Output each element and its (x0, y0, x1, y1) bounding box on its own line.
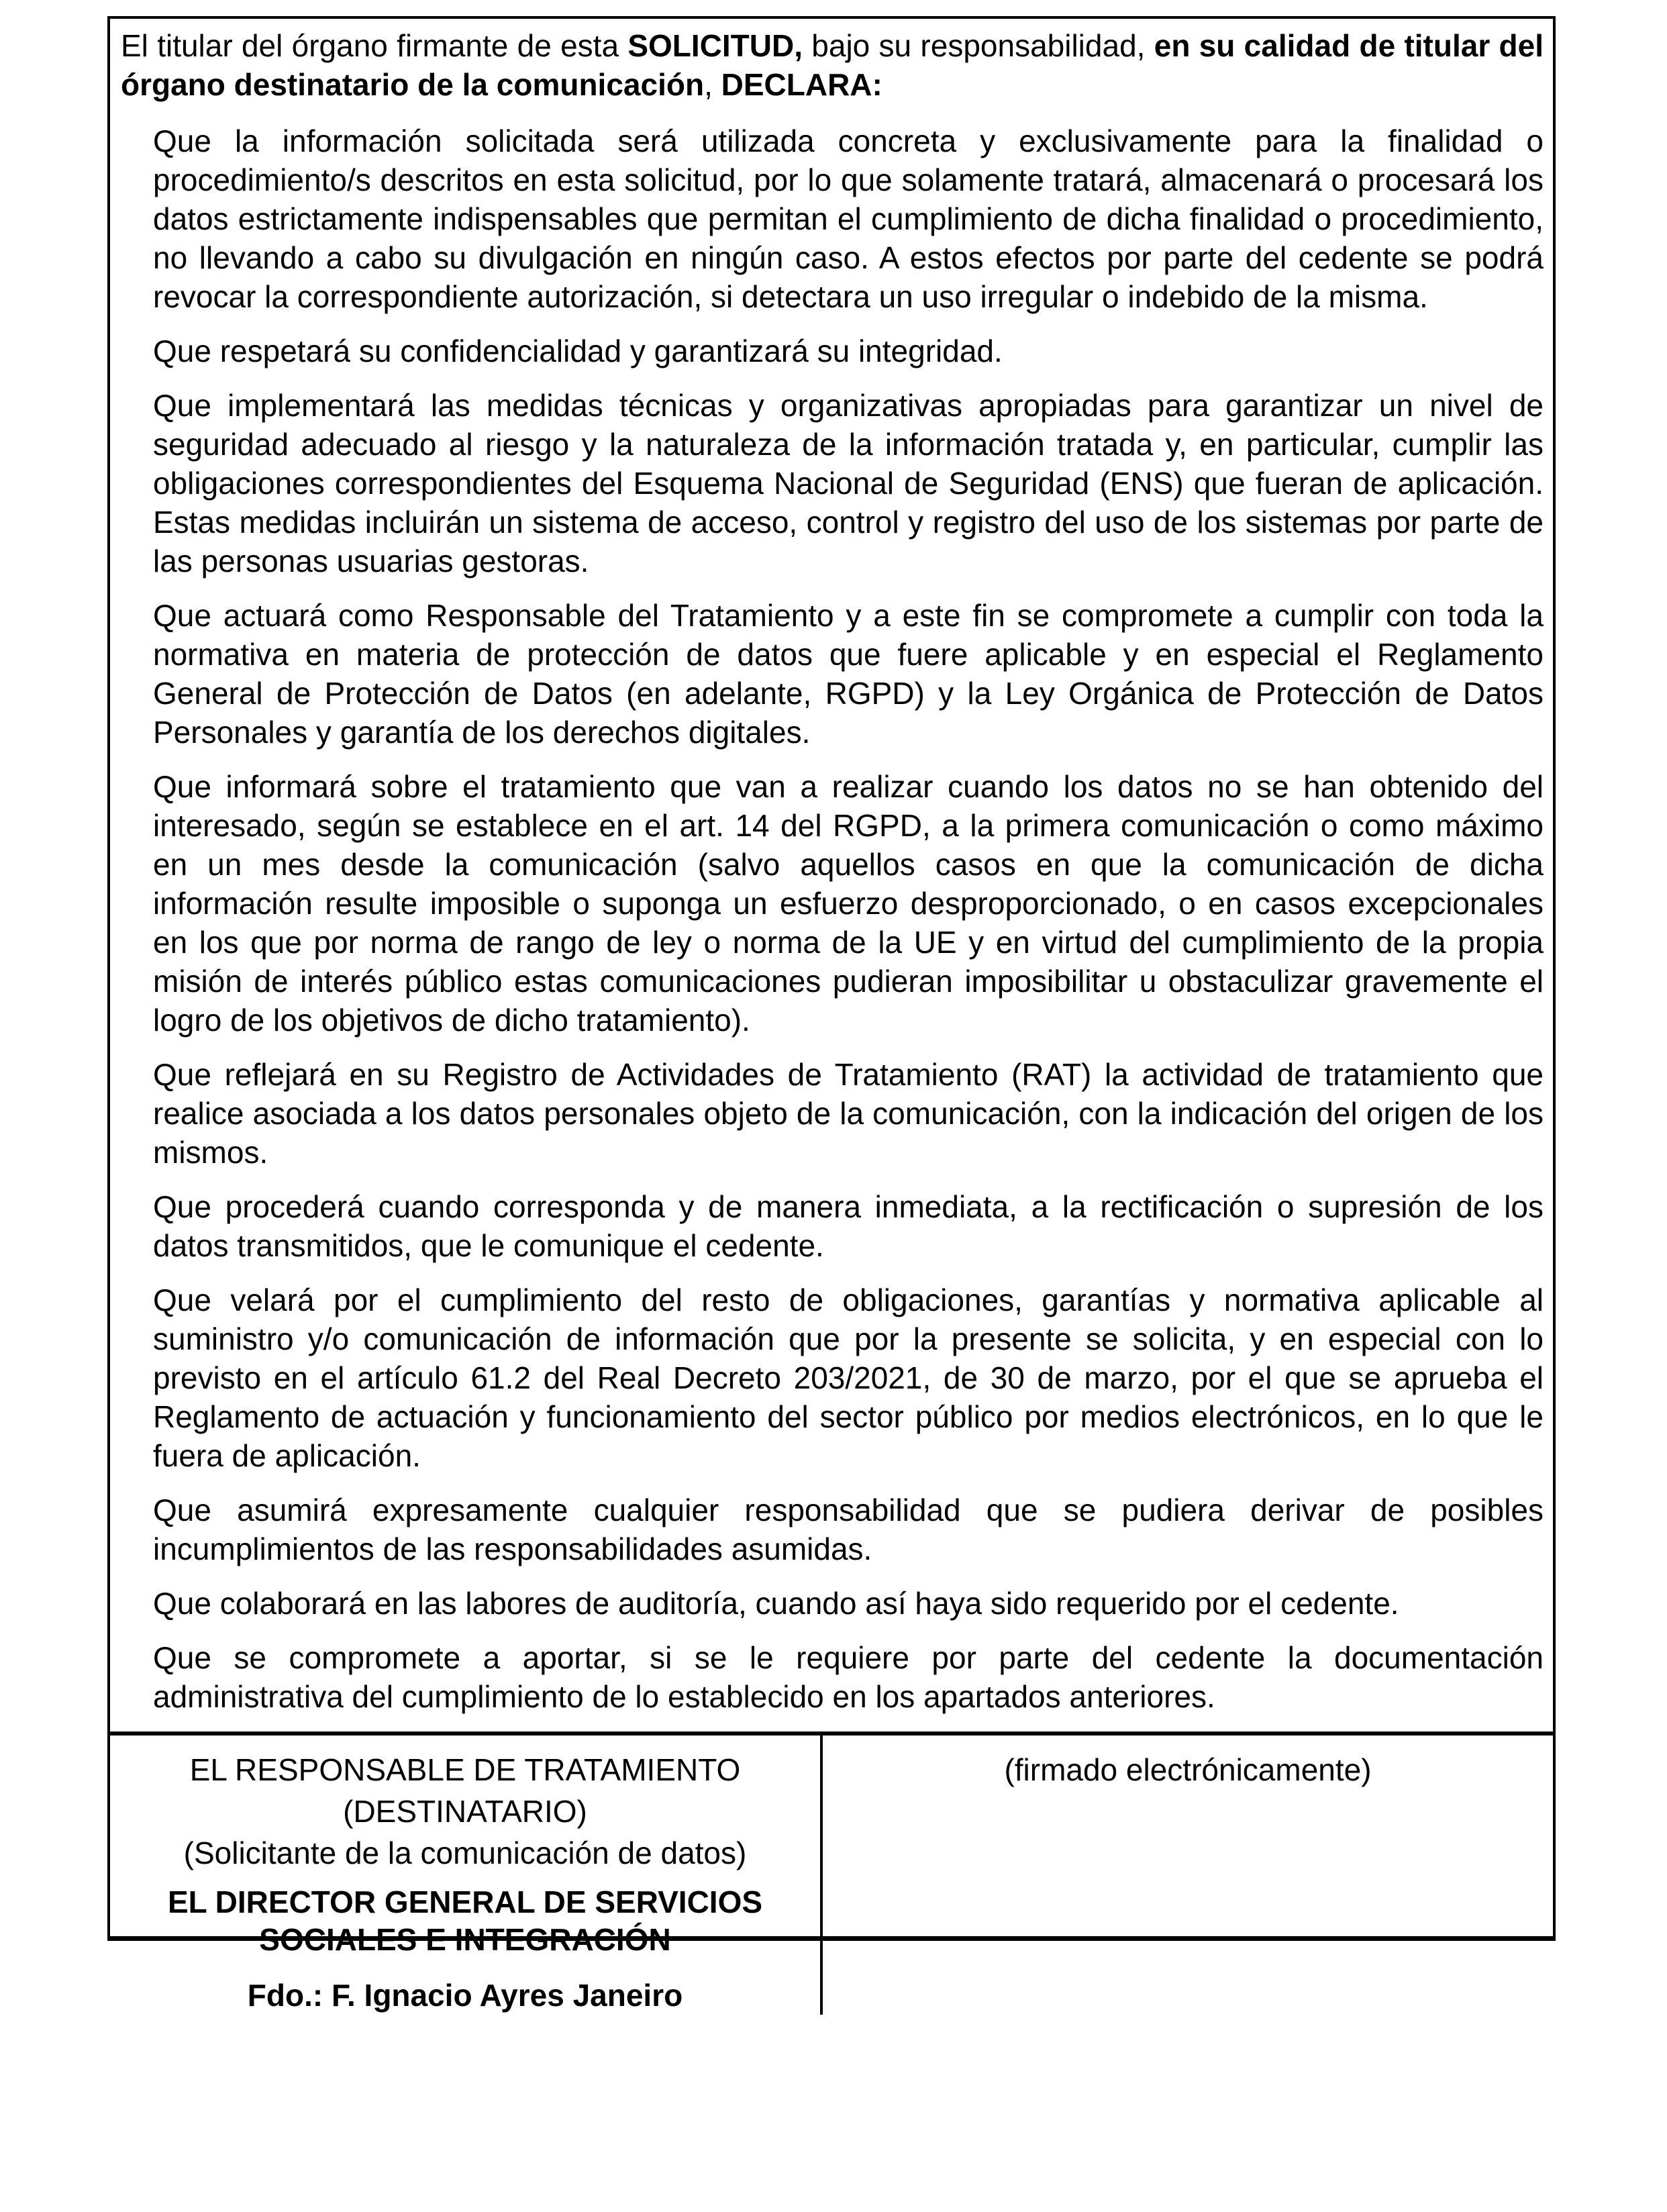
declaration-section (110, 19, 1553, 1731)
signature-table (110, 1731, 1553, 2015)
declaration-intro: El titular del órgano firmante de esta SOLICITUD, bajo su responsabilidad, en su calidad de titular del órgano destinatario de la comunicación, DECLARA: (121, 28, 1544, 102)
declaration-paragraph: Que la información solicitada será utilizada concreta y exclusivamente para la finalidad o procedimiento/s descritos en esta solicitud, por lo que solamente tratará, almacenará o procesará los datos estrictamente indispensables que permitan el cumplimiento de dicha finalidad o procedimiento, no llevando a cabo su divulgación en ningún caso. A estos efectos por parte del cedente se podrá revocar la correspondiente autorización, si detectara un uso irregular o indebido de la misma. (153, 123, 1544, 314)
declaration-paragraph: Que respetará su confidencialidad y garantizará su integridad. (153, 334, 1003, 368)
responsible-role-title: EL RESPONSABLE DE TRATAMIENTO (189, 1752, 741, 1787)
declaration-paragraphs (121, 121, 1544, 1716)
declaration-paragraph: Que colaborará en las labores de auditoría, cuando así haya sido requerido por el cedente. (153, 1586, 1399, 1621)
declaration-box (107, 16, 1556, 2013)
declaration-paragraph: Que informará sobre el tratamiento que van a realizar cuando los datos no se han obtenido del interesado, según se establece en el art. 14 del RGPD, a la primera comunicación o como máximo en un mes desde la comunicación (salvo aquellos casos en que la comunicación de dicha información resulte imposible o suponga un esfuerzo desproporcionado, o en casos excepcionales en los que por norma de rango de ley o norma de la UE y en virtud del cumplimiento de la propia misión de interés público estas comunicaciones pudieran imposibilitar u obstaculizar gravemente el logro de los objetivos de dicho tratamiento). (153, 769, 1544, 1038)
signature-cell-signature (823, 1736, 1553, 2015)
declaration-paragraph: Que velará por el cumplimiento del resto de obligaciones, garantías y normativa aplicable al suministro y/o comunicación de información que por la presente se solicita, y en especial con lo previsto en el artículo 61.2 del Real Decreto 203/2021, de 30 de marzo, por el que se aprueba el Reglamento de actuación y funcionamiento del sector público por medios electrónicos, en lo que le fuera de aplicación. (153, 1283, 1544, 1473)
declaration-paragraph: Que reflejará en su Registro de Actividades de Tratamiento (RAT) la actividad de tratamiento que realice asociada a los datos personales objeto de la comunicación, con la indicación del origen de los mismos. (153, 1057, 1544, 1170)
electronic-signature-status: (firmado electrónicamente) (1004, 1752, 1372, 1787)
responsible-signer-name: Fdo.: F. Ignacio Ayres Janeiro (247, 1978, 683, 2013)
declaration-paragraph: Que procederá cuando corresponda y de manera inmediata, a la rectificación o supresión de los datos transmitidos, que le comunique el cedente. (153, 1189, 1544, 1263)
declaration-paragraph: Que actuará como Responsable del Tratamiento y a este fin se compromete a cumplir con toda la normativa en materia de protección de datos que fuere aplicable y en especial el Reglamento General de Protección de Datos (en adelante, RGPD) y la Ley Orgánica de Protección de Datos Personales y garantía de los derechos digitales. (153, 598, 1544, 750)
responsible-office-title: EL DIRECTOR GENERAL DE SERVICIOS SOCIALES E INTEGRACIÓN (167, 1884, 763, 1957)
responsible-role-subtitle: (DESTINATARIO) (343, 1794, 587, 1829)
signature-cell-responsible (110, 1736, 823, 2015)
declaration-paragraph: Que implementará las medidas técnicas y organizativas apropiadas para garantizar un nivel de seguridad adecuado al riesgo y la naturaleza de la información tratada y, en particular, cumplir las obligaciones correspondientes del Esquema Nacional de Seguridad (ENS) que fueran de aplicación. Estas medidas incluirán un sistema de acceso, control y registro del uso de los sistemas por parte de las personas usuarias gestoras. (153, 388, 1544, 579)
declaration-paragraph: Que asumirá expresamente cualquier responsabilidad que se pudiera derivar de posibles incumplimientos de las responsabilidades asumidas. (153, 1493, 1544, 1566)
declaration-paragraph: Que se compromete a aportar, si se le requiere por parte del cedente la documentación administrativa del cumplimiento de lo establecido en los apartados anteriores. (153, 1640, 1544, 1714)
responsible-role-note: (Solicitante de la comunicación de datos) (183, 1836, 747, 1870)
